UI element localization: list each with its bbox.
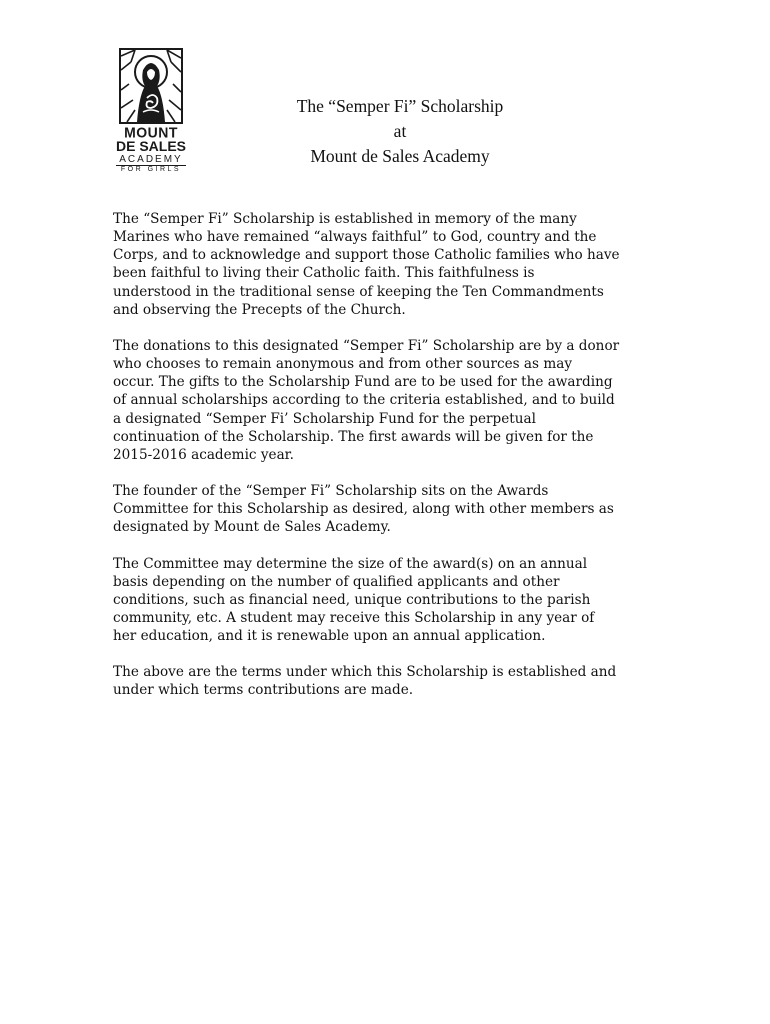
document-title <box>230 94 570 169</box>
document-body <box>113 210 673 718</box>
title-line-3: Mount de Sales Academy <box>310 146 490 166</box>
paragraph-line: The above are the terms under which this Scholarship is established and <box>113 664 617 681</box>
paragraph-line: designated by Mount de Sales Academy. <box>113 519 391 536</box>
paragraph-line: The donations to this designated “Semper Fi” Scholarship are by a donor <box>113 337 620 354</box>
paragraph-1 <box>113 210 673 319</box>
paragraph-line: and observing the Precepts of the Church. <box>113 301 406 318</box>
paragraph-line: been faithful to living their Catholic faith. This faithfulness is <box>113 265 535 282</box>
paragraph-line: continuation of the Scholarship. The first awards will be given for the <box>113 428 594 445</box>
paragraph-line: Corps, and to acknowledge and support those Catholic families who have <box>113 247 620 264</box>
logo-text-de-sales: DE SALES <box>115 138 186 154</box>
paragraph-line: The Committee may determine the size of the award(s) on an annual <box>113 555 588 572</box>
paragraph-line: conditions, such as financial need, unique contributions to the parish <box>113 591 591 608</box>
paragraph-line: who chooses to remain anonymous and from other sources as may <box>113 356 573 373</box>
title-line-1: The “Semper Fi” Scholarship <box>296 96 504 116</box>
paragraph-2 <box>113 337 673 464</box>
school-logo <box>111 48 191 176</box>
logo-text-academy: ACADEMY <box>116 154 186 166</box>
title-line-2: at <box>393 121 407 141</box>
logo-text-mount: MOUNT <box>124 123 178 141</box>
paragraph-3 <box>113 482 673 536</box>
paragraph-line: Committee for this Scholarship as desired, along with other members as <box>113 501 614 518</box>
paragraph-line: basis depending on the number of qualified applicants and other <box>113 573 560 590</box>
logo-text-for-girls: FOR GIRLS <box>120 166 182 173</box>
paragraph-line: community, etc. A student may receive this Scholarship in any year of <box>113 609 595 626</box>
paragraph-line: The founder of the “Semper Fi” Scholarship sits on the Awards <box>113 483 549 500</box>
paragraph-line: understood in the traditional sense of keeping the Ten Commandments <box>113 283 604 300</box>
paragraph-line: The “Semper Fi” Scholarship is established in memory of the many <box>113 211 577 227</box>
paragraph-4 <box>113 555 673 646</box>
paragraph-line: 2015-2016 academic year. <box>113 446 294 463</box>
paragraph-line: of annual scholarships according to the criteria established, and to build <box>113 392 615 409</box>
paragraph-line: occur. The gifts to the Scholarship Fund are to be used for the awarding <box>113 374 613 391</box>
paragraph-line: under which terms contributions are made. <box>113 682 414 699</box>
paragraph-line: her education, and it is renewable upon an annual application. <box>113 628 546 645</box>
paragraph-5 <box>113 663 673 699</box>
paragraph-line: a designated “Semper Fi’ Scholarship Fund for the perpetual <box>113 410 536 427</box>
paragraph-line: Marines who have remained “always faithful” to God, country and the <box>113 229 597 246</box>
logo-emblem-icon <box>119 48 183 124</box>
